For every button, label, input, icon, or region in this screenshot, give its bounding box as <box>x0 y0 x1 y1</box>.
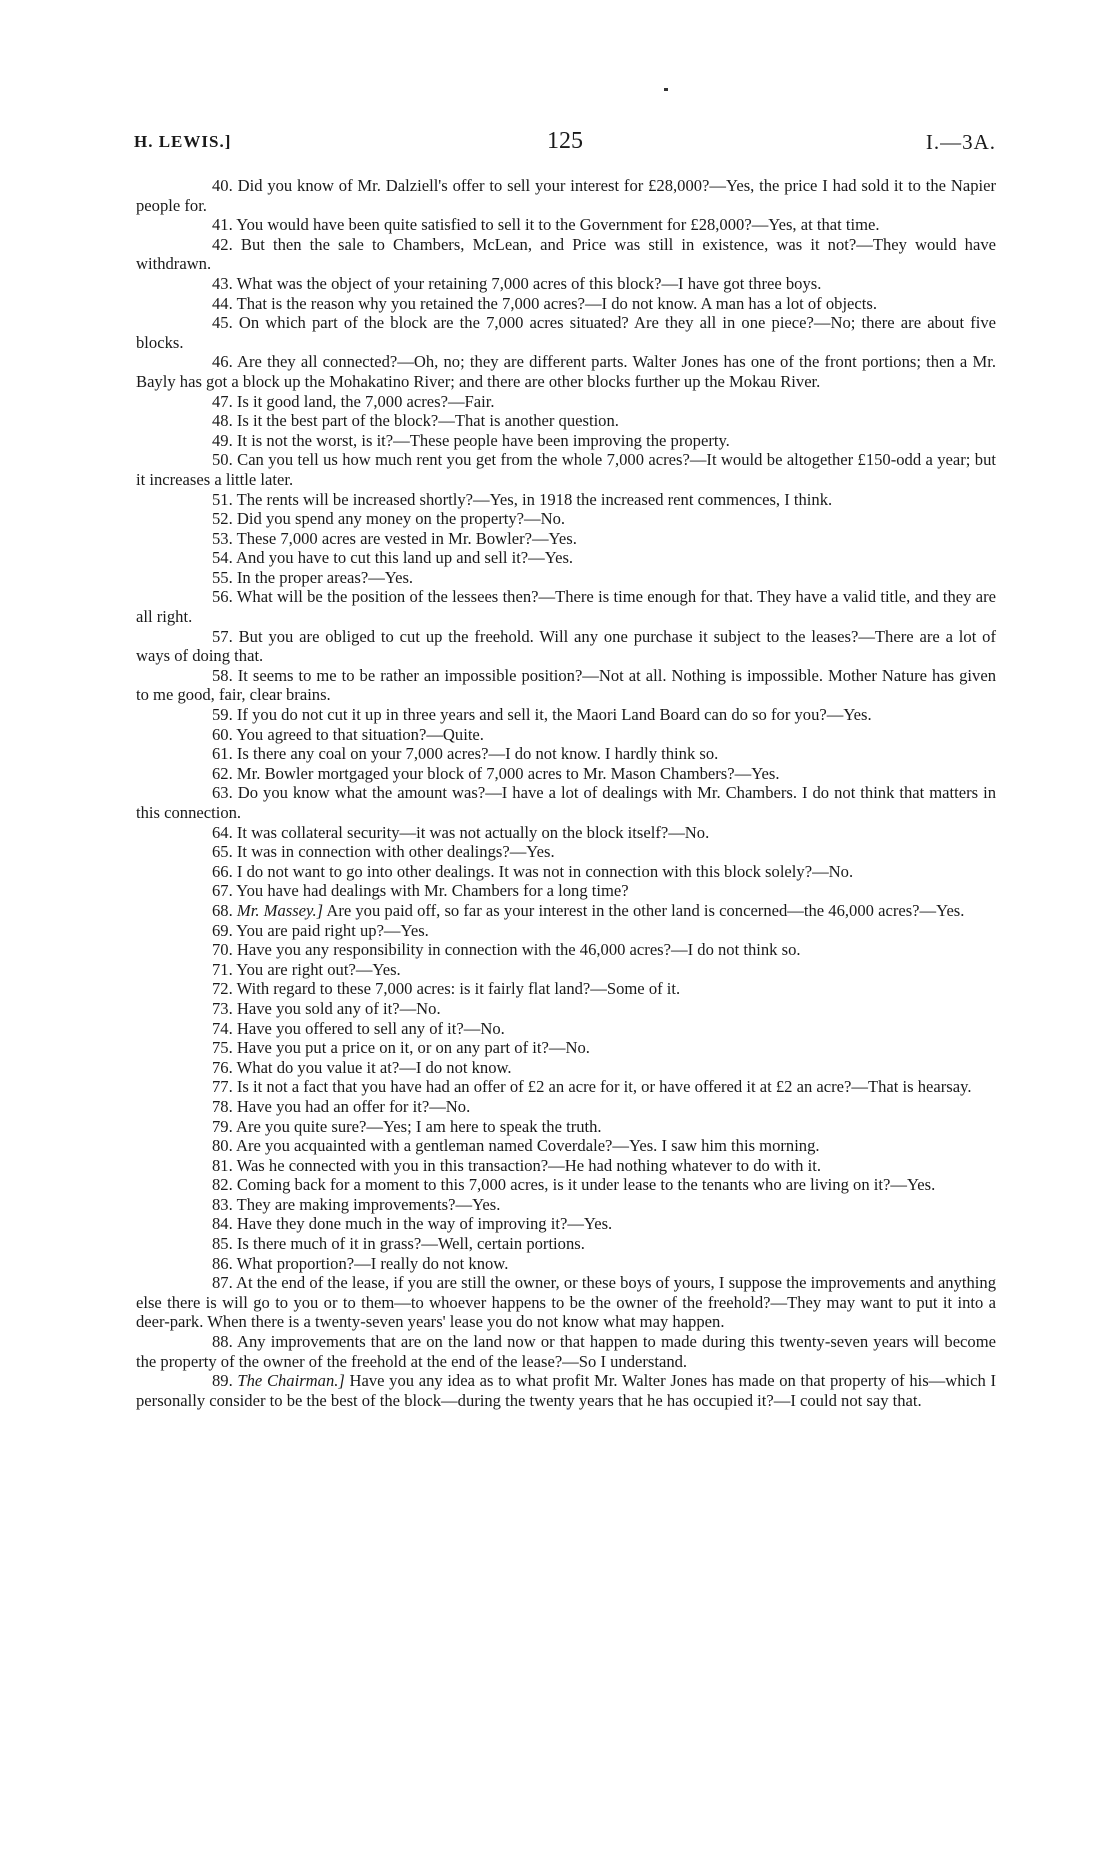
question-text: Any improvements that are on the land now or that happen to made during this twenty-seven years will become the property of the owner of the freehold at the end of the lease?—So I understand. <box>136 1332 996 1371</box>
question-paragraph <box>136 235 996 274</box>
question-text: What was the object of your retaining 7,000 acres of this block?—I have got three boys. <box>236 273 822 293</box>
question-paragraph <box>136 509 996 529</box>
question-paragraph <box>136 1019 996 1039</box>
question-paragraph <box>136 1156 996 1176</box>
question-paragraph <box>136 666 996 705</box>
question-number: 58. <box>212 665 233 685</box>
question-number: 84. <box>212 1214 233 1234</box>
question-text: Have you offered to sell any of it?—No. <box>236 1018 505 1038</box>
question-number: 75. <box>212 1038 233 1058</box>
question-number: 60. <box>212 724 233 744</box>
question-number: 76. <box>212 1057 233 1077</box>
question-number: 51. <box>212 489 233 509</box>
question-paragraph <box>136 1117 996 1137</box>
question-text: Have you had an offer for it?—No. <box>236 1096 471 1116</box>
question-text: You agreed to that situation?—Quite. <box>236 724 484 744</box>
question-number: 71. <box>212 959 233 979</box>
question-number: 43. <box>212 273 233 293</box>
question-paragraph <box>136 1234 996 1254</box>
question-number: 56. <box>212 587 233 607</box>
question-paragraph <box>136 744 996 764</box>
question-number: 48. <box>212 411 233 431</box>
question-number: 73. <box>212 998 233 1018</box>
question-text: Coming back for a moment to this 7,000 acres, is it under lease to the tenants who are living on it?—Yes. <box>236 1175 936 1195</box>
question-number: 88. <box>212 1332 233 1352</box>
question-text: And you have to cut this land up and sell it?—Yes. <box>235 548 574 568</box>
question-paragraph <box>136 999 996 1019</box>
question-paragraph <box>136 960 996 980</box>
question-paragraph <box>136 842 996 862</box>
question-paragraph <box>136 450 996 489</box>
question-number: 57. <box>212 626 233 646</box>
question-text: You would have been quite satisfied to sell it to the Government for £28,000?—Yes, at that time. <box>236 215 880 235</box>
ink-speck <box>664 88 668 91</box>
witness-name: H. LEWIS.] <box>134 132 232 151</box>
question-text: On which part of the block are the 7,000 acres situated? Are they all in one piece?—No; there are about five blocks. <box>136 313 996 352</box>
question-paragraph <box>136 1175 996 1195</box>
question-text: At the end of the lease, if you are still the owner, or these boys of yours, I suppose the improvements and anything else there is will go to you or to them—to whoever happens to be the owner of the freehold?—They may want to put it into a deer-park. When there is a twenty-seven years' lease you do not know what may happen. <box>136 1273 997 1332</box>
question-text: Is it not a fact that you have had an offer of £2 an acre for it, or have offered it at £2 an acre?—That is hearsay. <box>236 1077 972 1097</box>
question-paragraph <box>136 1038 996 1058</box>
question-paragraph <box>136 1077 996 1097</box>
question-text: It seems to me to be rather an impossible position?—Not at all. Nothing is impossible. Mother Nature has given to me good, fair, clear brains. <box>136 665 997 705</box>
question-text: You have had dealings with Mr. Chambers for a long time? <box>236 881 629 901</box>
question-number: 81. <box>212 1155 233 1175</box>
question-text: Did you spend any money on the property?—No. <box>236 509 566 529</box>
question-text: Have they done much in the way of improving it?—Yes. <box>236 1214 613 1234</box>
question-text: Have you any responsibility in connection with the 46,000 acres?—I do not think so. <box>236 940 801 960</box>
question-paragraph <box>136 313 996 352</box>
question-number: 62. <box>212 763 233 783</box>
question-number: 49. <box>212 430 233 450</box>
question-paragraph <box>136 352 996 391</box>
question-paragraph <box>136 587 996 626</box>
question-paragraph <box>136 783 996 822</box>
question-text: Do you know what the amount was?—I have a lot of dealings with Mr. Chambers. I do not think that matters in this connection. <box>136 783 997 822</box>
question-number: 50. <box>212 450 233 470</box>
question-paragraph <box>136 823 996 843</box>
question-number: 66. <box>212 861 233 881</box>
question-paragraph <box>136 1058 996 1078</box>
question-number: 65. <box>212 842 233 862</box>
question-paragraph <box>136 725 996 745</box>
question-number: 64. <box>212 822 233 842</box>
question-text: It was collateral security—it was not actually on the block itself?—No. <box>236 822 710 842</box>
question-text: What do you value it at?—I do not know. <box>236 1057 512 1077</box>
question-paragraph <box>136 1273 996 1332</box>
question-text: Have you any idea as to what profit Mr. Walter Jones has made on that property of his—which I personally consider to be the best of the block—during the twenty years that he has occupied it?—I could not say that. <box>136 1371 996 1410</box>
question-text: What will be the position of the lessees then?—There is time enough for that. They have a valid title, and they are all right. <box>136 587 996 627</box>
question-paragraph <box>136 901 996 921</box>
question-paragraph <box>136 1136 996 1156</box>
evidence-body <box>136 176 996 1410</box>
question-number: 78. <box>212 1096 233 1116</box>
question-text: Is it the best part of the block?—That is another question. <box>236 411 619 431</box>
question-number: 70. <box>212 940 233 960</box>
question-text: Are you quite sure?—Yes; I am here to speak the truth. <box>235 1116 602 1136</box>
question-paragraph <box>136 568 996 588</box>
question-paragraph <box>136 529 996 549</box>
question-number: 53. <box>212 528 233 548</box>
question-paragraph <box>136 1332 996 1371</box>
question-number: 54. <box>212 548 233 568</box>
question-paragraph <box>136 431 996 451</box>
question-paragraph <box>136 411 996 431</box>
question-text: You are right out?—Yes. <box>236 959 401 979</box>
question-number: 87. <box>212 1273 233 1293</box>
question-text: Is it good land, the 7,000 acres?—Fair. <box>236 391 495 411</box>
question-paragraph <box>136 215 996 235</box>
paper-reference: I.—3A. <box>925 130 996 154</box>
question-paragraph <box>136 1371 996 1410</box>
question-number: 72. <box>212 979 233 999</box>
question-text: Have you sold any of it?—No. <box>236 998 441 1018</box>
page-number: 125 <box>547 128 583 154</box>
question-text: I do not want to go into other dealings. It was not in connection with this block solely?—No. <box>236 861 854 881</box>
question-number: 41. <box>212 215 233 235</box>
question-paragraph <box>136 1214 996 1234</box>
question-number: 82. <box>212 1175 233 1195</box>
question-number: 45. <box>212 313 233 333</box>
question-paragraph <box>136 392 996 412</box>
question-text: It was in connection with other dealings?—Yes. <box>236 842 555 862</box>
question-paragraph <box>136 764 996 784</box>
question-text: But then the sale to Chambers, McLean, and Price was still in existence, was it not?—They would have withdrawn. <box>136 234 996 274</box>
question-paragraph <box>136 1195 996 1215</box>
question-number: 68. <box>212 900 233 920</box>
question-text: In the proper areas?—Yes. <box>236 567 414 587</box>
question-paragraph <box>136 627 996 666</box>
question-paragraph <box>136 705 996 725</box>
question-number: 52. <box>212 509 233 529</box>
question-number: 44. <box>212 293 233 313</box>
question-text: Is there much of it in grass?—Well, certain portions. <box>236 1234 585 1254</box>
question-paragraph <box>136 940 996 960</box>
question-text: Is there any coal on your 7,000 acres?—I do not know. I hardly think so. <box>236 744 719 764</box>
question-text: Have you put a price on it, or on any part of it?—No. <box>236 1038 590 1058</box>
question-text: Mr. Bowler mortgaged your block of 7,000 acres to Mr. Mason Chambers?—Yes. <box>236 763 780 783</box>
page-header <box>134 128 996 158</box>
question-number: 61. <box>212 744 233 764</box>
question-paragraph <box>136 862 996 882</box>
question-text: If you do not cut it up in three years and sell it, the Maori Land Board can do so for you?—Yes. <box>236 705 872 725</box>
question-number: 47. <box>212 391 233 411</box>
question-text: Are you acquainted with a gentleman named Coverdale?—Yes. I saw him this morning. <box>235 1136 820 1156</box>
question-paragraph <box>136 274 996 294</box>
question-number: 79. <box>212 1116 233 1136</box>
question-text: Are you paid off, so far as your interest in the other land is concerned—the 46,000 acres?—Yes. <box>326 900 965 920</box>
question-number: 46. <box>212 352 233 372</box>
question-paragraph <box>136 548 996 568</box>
question-text: Did you know of Mr. Dalziell's offer to sell your interest for £28,000?—Yes, the price I had sold it to the Napier people for. <box>136 176 996 215</box>
question-number: 85. <box>212 1234 233 1254</box>
question-paragraph <box>136 1254 996 1274</box>
speaker-name: Mr. Massey.] <box>236 900 324 920</box>
question-text: They are making improvements?—Yes. <box>236 1194 501 1214</box>
question-paragraph <box>136 881 996 901</box>
question-number: 69. <box>212 920 233 940</box>
question-text: It is not the worst, is it?—These people have been improving the property. <box>236 430 730 450</box>
question-text: You are paid right up?—Yes. <box>236 920 429 940</box>
question-number: 83. <box>212 1194 233 1214</box>
question-number: 55. <box>212 567 233 587</box>
question-paragraph <box>136 979 996 999</box>
question-text: Was he connected with you in this transaction?—He had nothing whatever to do with it. <box>236 1155 821 1175</box>
question-text: The rents will be increased shortly?—Yes, in 1918 the increased rent commences, I think. <box>236 489 833 509</box>
question-text: Can you tell us how much rent you get from the whole 7,000 acres?—It would be altogether £150-odd a year; but it increases a little later. <box>136 450 996 489</box>
question-number: 63. <box>212 783 233 803</box>
question-text: What proportion?—I really do not know. <box>236 1253 509 1273</box>
question-number: 42. <box>212 234 233 254</box>
question-number: 74. <box>212 1018 233 1038</box>
question-text: But you are obliged to cut up the freehold. Will any one purchase it subject to the leases?—There are a lot of ways of doing that. <box>136 626 996 666</box>
question-paragraph <box>136 921 996 941</box>
question-text: These 7,000 acres are vested in Mr. Bowler?—Yes. <box>236 528 577 548</box>
question-text: That is the reason why you retained the 7,000 acres?—I do not know. A man has a lot of objects. <box>236 293 877 313</box>
question-number: 59. <box>212 705 233 725</box>
question-text: Are they all connected?—Oh, no; they are different parts. Walter Jones has one of the front portions; then a Mr. Bayly has got a block up the Mohakatino River; and there are other blocks further up the Mokau River. <box>136 352 997 391</box>
question-paragraph <box>136 176 996 215</box>
question-number: 67. <box>212 881 233 901</box>
question-number: 80. <box>212 1136 233 1156</box>
speaker-name: The Chairman.] <box>237 1371 345 1391</box>
question-paragraph <box>136 1097 996 1117</box>
question-number: 40. <box>212 176 233 195</box>
question-text: With regard to these 7,000 acres: is it fairly flat land?—Some of it. <box>236 979 681 999</box>
question-number: 86. <box>212 1253 233 1273</box>
question-number: 89. <box>212 1371 233 1391</box>
question-number: 77. <box>212 1077 233 1097</box>
question-paragraph <box>136 490 996 510</box>
question-paragraph <box>136 294 996 314</box>
